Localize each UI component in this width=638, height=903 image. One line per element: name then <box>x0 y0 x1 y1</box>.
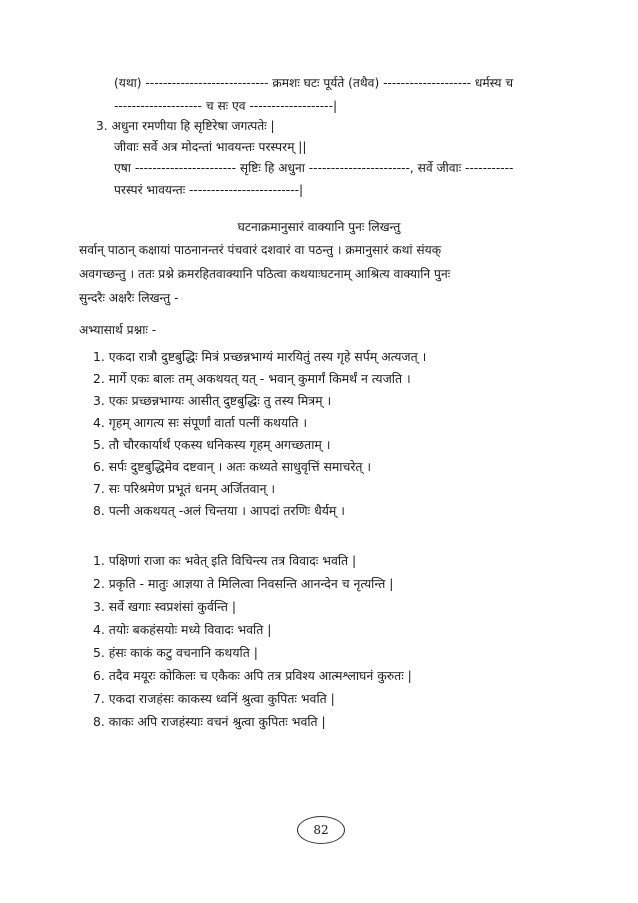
list1-item: 5. तौ चौरकार्यार्थं एकस्य धनिकस्य गृहम् अगच्छताम् । <box>93 437 331 452</box>
list1-item: 3. एकः प्रच्छन्नभाग्यः आसीत् दुष्टबुद्धिः तु तस्य मित्रम् । <box>93 393 332 408</box>
list2-item: 4. तयोः बकहंसयोः मध्ये विवादः भवति | <box>93 622 272 637</box>
item-3-line-3: एषा ----------------------- सृष्टिः हि अधुना -----------------------, सर्वे जीवाः ----------- <box>114 161 514 175</box>
instruction-line-2: अवगच्छन्तु । ततः प्रश्ने क्रमरहितवाक्यानि पठित्वा कथयाःघटनाम् आश्रित्य वाक्यानि पुनः <box>79 267 451 281</box>
instruction-line-3: सुन्दरैः अक्षरैः लिखन्तु - <box>79 291 179 305</box>
practice-heading: अभ्यासार्थ प्रश्नाः - <box>79 323 157 337</box>
list2-item: 3. सर्वे खगाः स्वप्रशंसां कुर्वन्ति | <box>93 599 237 614</box>
list2-item: 2. प्रकृति - मातुः आज्ञया ते मिलित्वा निवसन्ति आनन्देन च नृत्यन्ति | <box>93 576 394 591</box>
page-number-badge <box>297 816 345 844</box>
list1-item: 2. मार्गे एकः बालः तम् अकथयत् यत् - भवान् कुमार्गं किमर्थं न त्यजति । <box>93 371 411 386</box>
page-number: 82 <box>313 823 329 837</box>
list1-item: 4. गृहम् आगत्य सः संपूर्णां वार्ता पत्नीं कथयति । <box>93 415 308 430</box>
list2-item: 6. तदैव मयूरः कोकिलः च एकैकः अपि तत्र प्रविश्य आत्मश्लाघनं कुरुतः | <box>93 668 412 683</box>
list2-item: 1. पक्षिणां राजा कः भवेत् इति विचिन्त्य तत्र विवादः भवति | <box>93 553 357 568</box>
section-heading: घटनाक्रमानुसारं वाक्यानि पुनः लिखन्तु <box>237 220 401 234</box>
list1-item: 7. सः परिश्रमेण प्रभूतं धनम् अर्जितवान् । <box>93 481 276 496</box>
list1-item: 6. सर्पः दुष्टबुद्धिमेव दष्टवान् । अतः कथ्यते साधुवृत्तिं समाचरेत् । <box>93 459 372 474</box>
item-3-line-1: 3. अधुना रमणीया हि सृष्टिरेषा जगत्पतेः | <box>96 119 275 133</box>
list1-item: 8. पत्नी अकथयत् -अलं चिन्तया । आपदां तरणिः धैर्यम् । <box>93 503 345 518</box>
list2-item: 8. काकः अपि राजहंस्याः वचनं श्रुत्वा कुपितः भवति | <box>93 714 326 729</box>
list1-item: 1. एकदा रात्रौ दुष्टबुद्धिः मित्रं प्रच्छन्नभाग्यं मारयितुं तस्य गृहे सर्पम् अत्यजत् । <box>93 349 427 364</box>
list2-item: 7. एकदा राजहंसः काकस्य ध्वनिं श्रुत्वा कुपितः भवति | <box>93 691 335 706</box>
fill-blank-line-2: -------------------- च सः एव -------------------| <box>114 99 338 113</box>
fill-blank-line-1: (यथा) ---------------------------- क्रमशः घटः पूर्यते (तथैव) -------------------- धर्मस्य च <box>114 76 514 90</box>
instruction-line-1: सर्वान् पाठान् कक्षायां पाठनानन्तरं पंचवारं दशवारं वा पठन्तु । क्रमानुसारं कथां संयक् <box>79 243 442 257</box>
list2-item: 5. हंसः काकं कटु वचनानि कथयति | <box>93 645 258 660</box>
item-3-line-2: जीवाः सर्वे अत्र मोदन्तां भावयन्तः परस्परम् || <box>114 140 307 154</box>
item-3-line-4: परस्परं भावयन्तः -------------------------| <box>114 183 304 197</box>
